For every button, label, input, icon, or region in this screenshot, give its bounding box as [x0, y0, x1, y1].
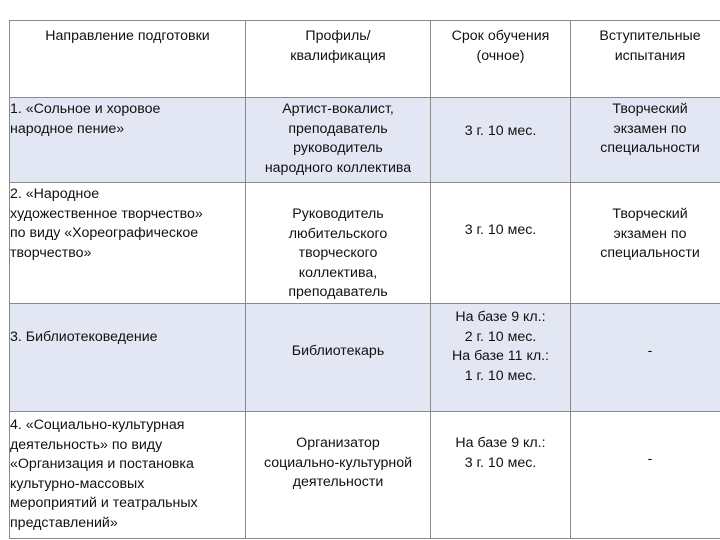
- profile-cell: Артист-вокалист, преподаватель руководитель народного коллектива: [246, 98, 431, 183]
- exams-cell: -: [571, 304, 720, 412]
- header-direction: Направление подготовки: [10, 21, 246, 98]
- header-exams: Вступительные испытания: [571, 21, 720, 98]
- exams-cell: Творческий экзамен по специальности: [571, 183, 720, 304]
- table-row: [10, 304, 720, 412]
- profile-cell: Библиотекарь: [246, 304, 431, 412]
- table-row: [10, 412, 720, 539]
- table-row: [10, 98, 720, 183]
- profile-cell: Организатор социально-культурной деятельности: [246, 412, 431, 539]
- header-row: [10, 21, 720, 98]
- term-cell: 3 г. 10 мес.: [431, 183, 571, 304]
- exams-cell: -: [571, 412, 720, 539]
- term-cell: 3 г. 10 мес.: [431, 98, 571, 183]
- table-row: [10, 183, 720, 304]
- term-cell: На базе 9 кл.: 2 г. 10 мес. На базе 11 кл.: 1 г. 10 мес.: [431, 304, 571, 412]
- direction-cell: 4. «Социально-культурная деятельность» по виду «Организация и постановка культурно-массовых мероприятий и театральных представлений»: [10, 412, 246, 539]
- header-term: Срок обучения (очное): [431, 21, 571, 98]
- profile-cell: Руководитель любительского творческого коллектива, преподаватель: [246, 183, 431, 304]
- direction-cell: 3. Библиотековедение: [10, 304, 246, 412]
- direction-cell: 1. «Сольное и хоровое народное пение»: [10, 98, 246, 183]
- exams-cell: Творческий экзамен по специальности: [571, 98, 720, 183]
- term-cell: На базе 9 кл.: 3 г. 10 мес.: [431, 412, 571, 539]
- programs-table: [9, 20, 720, 539]
- header-profile: Профиль/ квалификация: [246, 21, 431, 98]
- direction-cell: 2. «Народное художественное творчество» по виду «Хореографическое творчество»: [10, 183, 246, 304]
